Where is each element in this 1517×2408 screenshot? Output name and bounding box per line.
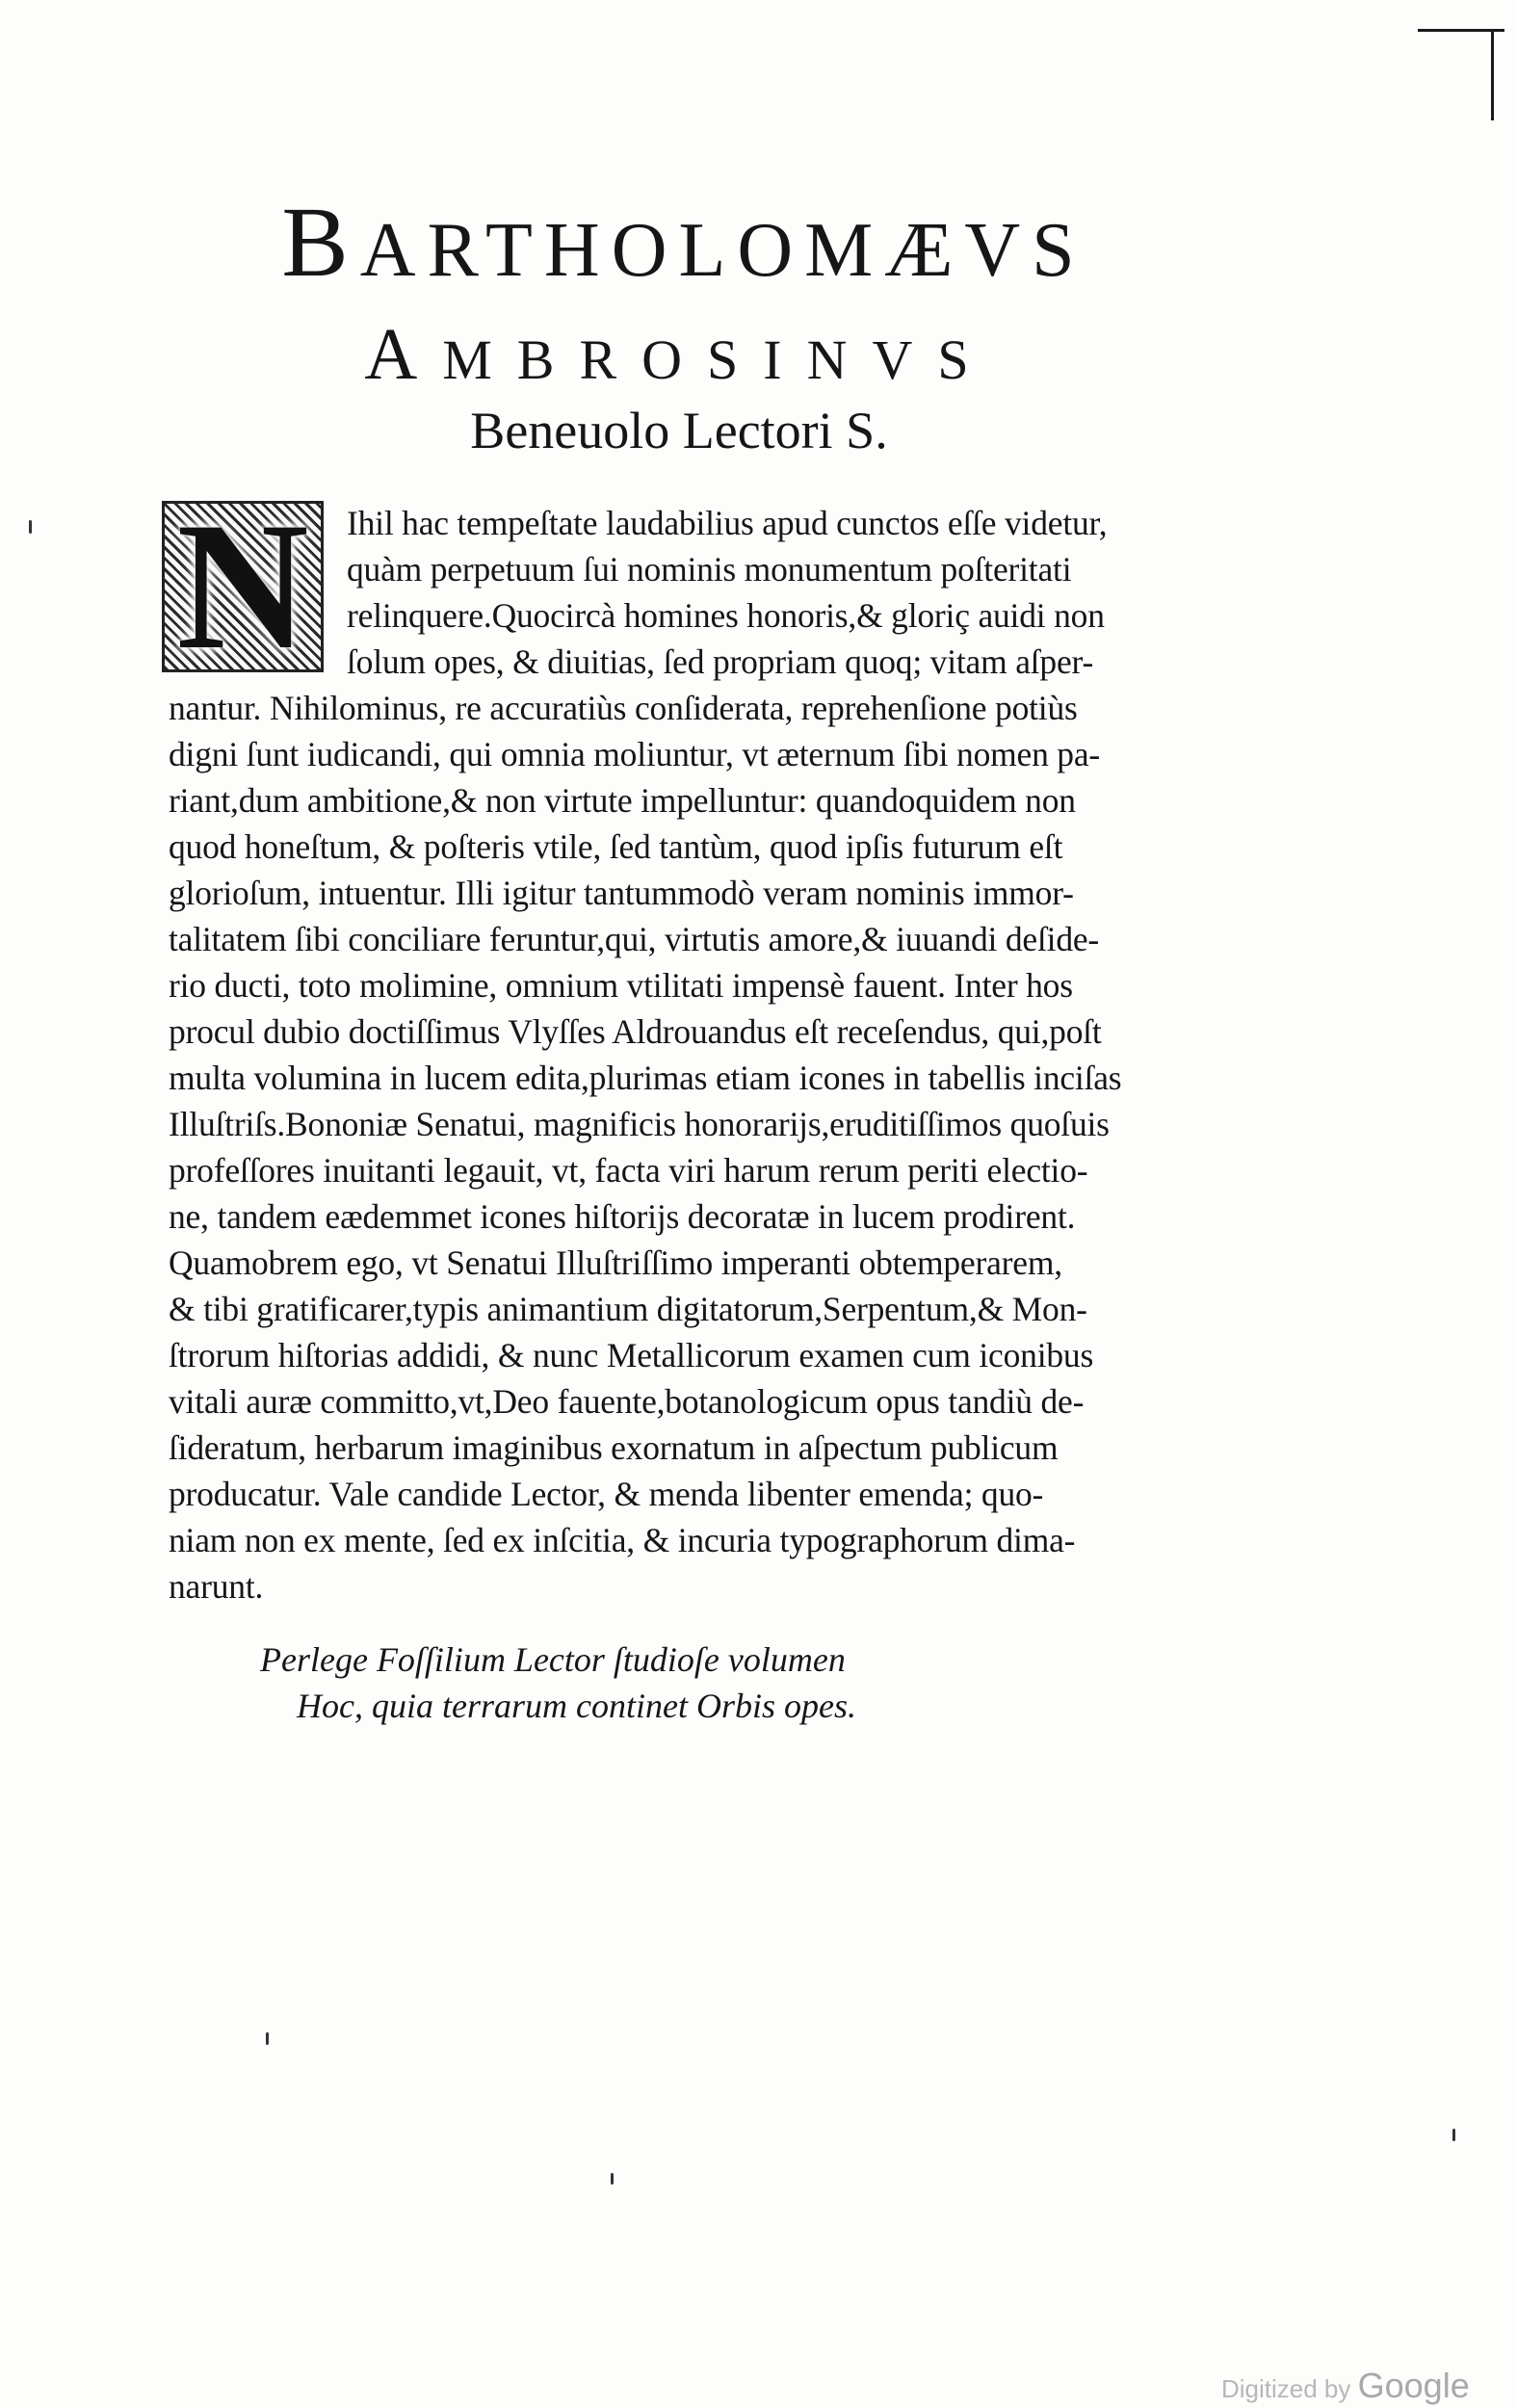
ornamental-initial-letter: N <box>176 485 309 688</box>
body-line-20: vitali auræ committo,vt,Deo fauente,botanologicum opus tandiù de- <box>169 1382 1085 1421</box>
scan-edge-mark-vertical <box>1491 29 1494 120</box>
author-first-name: BARTHOLOMÆVS <box>281 187 1086 298</box>
body-line-10: talitatem ſibi conciliare feruntur,qui, virtutis amore,& iuuandi deſide- <box>169 920 1100 958</box>
body-line-11: rio ducti, toto molimine, omnium vtilitati impensè fauent. Inter hos <box>169 966 1073 1005</box>
verse-line-1: Perlege Foſſilium Lector ſtudioſe volumen <box>260 1640 846 1679</box>
body-line-4: ſolum opes, & diuitias, ſed propriam quoq; vitam aſper- <box>347 642 1094 681</box>
scan-speck <box>29 520 32 534</box>
body-line-17: Quamobrem ego, vt Senatui Illuſtriſſimo imperanti obtemperarem, <box>169 1243 1062 1282</box>
scan-speck <box>266 2032 269 2045</box>
salutation: Beneuolo Lectori S. <box>470 402 888 459</box>
scan-speck <box>611 2173 614 2185</box>
body-line-13: multa volumina in lucem edita,plurimas etiam icones in tabellis inciſas <box>169 1059 1122 1097</box>
body-line-19: ſtrorum hiſtorias addidi, & nunc Metallicorum examen cum iconibus <box>169 1336 1094 1374</box>
scan-speck <box>1452 2129 1455 2141</box>
body-line-24: narunt. <box>169 1567 264 1606</box>
body-line-1: Ihil hac tempeſtate laudabilius apud cunctos eſſe videtur, <box>347 504 1108 542</box>
body-line-14: Illuſtriſs.Bononiæ Senatui, magnificis honorarijs,eruditiſſimos quoſuis <box>169 1105 1110 1143</box>
body-line-2: quàm perpetuum ſui nominis monumentum poſteritati <box>347 550 1072 589</box>
body-line-15: profeſſores inuitanti legauit, vt, facta viri harum rerum periti electio- <box>169 1151 1088 1190</box>
body-line-6: digni ſunt iudicandi, qui omnia moliuntur, vt æternum ſibi nomen pa- <box>169 735 1101 773</box>
body-line-8: quod honeſtum, & poſteris vtile, ſed tantùm, quod ipſis futurum eſt <box>169 827 1063 866</box>
body-line-18: & tibi gratificarer,typis animantium digitatorum,Serpentum,& Mon- <box>169 1290 1087 1328</box>
ornamental-initial <box>162 485 324 688</box>
body-line-12: procul dubio doctiſſimus Vlyſſes Aldrouandus eſt receſendus, qui,poſt <box>169 1012 1102 1051</box>
body-line-3: relinquere.Quocircà homines honoris,& gloriç auidi non <box>347 596 1105 635</box>
body-line-7: riant,dum ambitione,& non virtute impelluntur: quandoquidem non <box>169 781 1076 820</box>
body-line-16: ne, tandem eædemmet icones hiſtorijs decoratæ in lucem prodirent. <box>169 1197 1076 1236</box>
body-line-9: glorioſum, intuentur. Illi igitur tantummodò veram nominis immor- <box>169 874 1074 912</box>
body-line-22: producatur. Vale candide Lector, & menda libenter emenda; quo- <box>169 1475 1044 1513</box>
body-line-21: ſideratum, herbarum imaginibus exornatum in aſpectum publicum <box>169 1428 1059 1467</box>
body-line-23: niam non ex mente, ſed ex inſcitia, & incuria typographorum dima- <box>169 1521 1076 1559</box>
verse-line-2: Hoc, quia terrarum continet Orbis opes. <box>297 1687 856 1725</box>
author-surname: AMBROSINVS <box>364 314 994 395</box>
digitization-watermark: Digitized by Google <box>1221 2366 1470 2405</box>
body-line-5: nantur. Nihilominus, re accuratiùs conſiderata, reprehenſione potiùs <box>169 689 1078 727</box>
